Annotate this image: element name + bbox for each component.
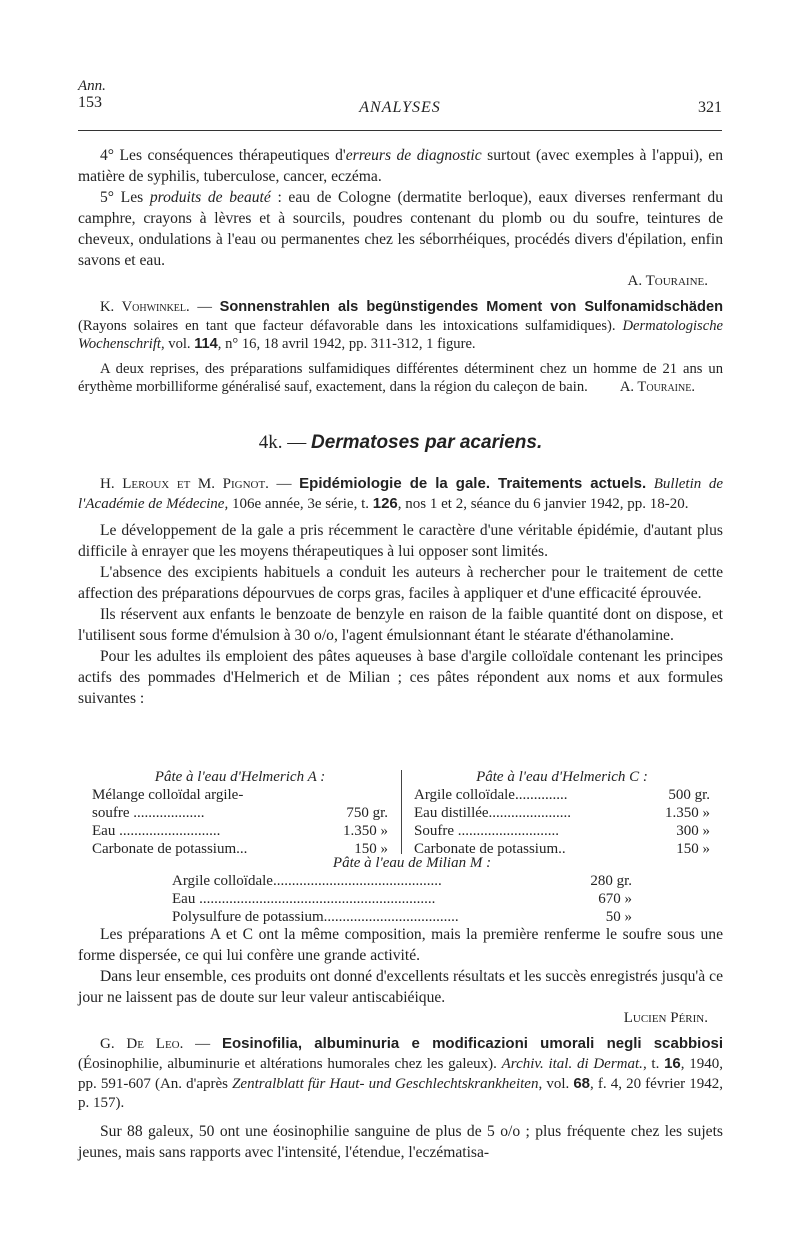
intro-paragraph-5: 5° Les produits de beauté : eau de Cologne (dermatite berloque), eaux diverses renfermant du camphre, crayons à lèvres et à sourcils, poudres contenant du plomb ou du soufre, teintures de cheveux, ondulations à l'eau ou permanentes chez les séborrhéiques, procédés divers d'épilation, enfin savons et eau. — [78, 189, 723, 269]
recipe-title: Pâte à l'eau d'Helmerich A : — [154, 769, 326, 785]
abstract-citation: G. De Leo. — Eosinofilia, albuminuria e modificazioni umorali negli scabbiosi (Éosinophilie, albuminurie et altérations humorales chez les galeux). Archiv. ital. di Dermat., t. 16, 1940, pp. 591-607 (An. d'après Zentralblatt für Haut- und Geschlechtskrankheiten, vol. 68, f. 4, 20 février 1942, p. 157). — [78, 1035, 724, 1111]
paragraph: Dans leur ensemble, ces produits ont donné d'excellents résultats et les succès enregistrés jusqu'à ce jour ne laissent pas de doute sur leur valeur antiscabiéique. — [78, 968, 723, 1006]
recipe-row: soufre ................... 750 gr. — [92, 805, 388, 821]
running-header-title: ANALYSES — [359, 99, 441, 116]
paragraph: Pour les adultes ils emploient des pâtes aqueuses à base d'argile colloïdale contenant les principes actifs des pommades d'Helmerich et de Milian ; ces pâtes répondent aux noms et aux formules suivantes : — [78, 648, 723, 707]
recipe-milian-m — [172, 854, 632, 926]
paragraph: Les préparations A et C ont la même composition, mais la première renferme le soufre sous une forme dispersée, ce qui lui confère une grande activité. — [78, 926, 723, 964]
abstract-body: A deux reprises, des préparations sulfamidiques différentes déterminent chez un homme de 21 ans un érythème morbilliforme généralisé sauf, exactement, dans la région du caleçon de bain. A. Touraine. — [78, 360, 723, 395]
section-heading: 4k. — Dermatoses par acariens. — [258, 432, 543, 453]
recipe-row: Mélange colloïdal argile- — [92, 787, 244, 803]
recipe-row: Eau ........................... 1.350 » — [92, 823, 388, 839]
recipe-row: Polysulfure de potassium.................................... 50 » — [172, 909, 632, 925]
paragraph: Sur 88 galeux, 50 ont une éosinophilie sanguine de plus de 5 o/o ; plus fréquente chez les sujets jeunes, mais sans rapports avec l'intensité, l'étendue, l'eczématisa- — [78, 1123, 723, 1161]
page-number: 321 — [698, 99, 722, 116]
intro-paragraph-4: 4° Les conséquences thérapeutiques d'erreurs de diagnostic surtout (avec exemples à l'appui), en matière de syphilis, tuberculose, cancer, eczéma. — [78, 147, 723, 185]
signature-touraine-1: A. Touraine. — [627, 273, 708, 289]
recipe-row: Argile colloïdale.............. 500 gr. — [414, 787, 710, 803]
running-header-volume: 153 — [78, 94, 102, 111]
paragraph: Le développement de la gale a pris récemment le caractère d'une véritable épidémie, d'autant plus difficile à enrayer que les moyens thérapeutiques à lui opposer sont limités. — [78, 522, 723, 560]
recipe-helmerich-a — [92, 768, 388, 858]
intro-block — [78, 145, 723, 292]
recipe-divider — [401, 770, 402, 854]
signature-perin: Lucien Périn. — [623, 1010, 708, 1026]
recipe-row: Carbonate de potassium.. 150 » — [414, 841, 710, 857]
paragraph: Ils réservent aux enfants le benzoate de benzyle en raison de la faible quantité dont on dispose, et l'utilisent sous forme d'émulsion à 30 o/o, l'agent émulsionnant étant le stéarate d'éthanolamine. — [78, 606, 723, 644]
signature-touraine-2: A. Touraine. — [619, 379, 695, 395]
abstract-vohwinkel — [78, 298, 723, 397]
recipe-row: Eau distillée...................... 1.350 » — [414, 805, 710, 821]
abstract-citation: K. Vohwinkel. — Sonnenstrahlen als begünstigendes Moment von Sulfonamidschäden (Rayons solaires en tant que facteur défavorable dans les intoxications sulfamidiques). Dermatologische Wochenschrift, vol. 114, n° 16, 18 avril 1942, pp. 311-312, 1 figure. — [78, 299, 723, 352]
paragraph: L'absence des excipients habituels a conduit les auteurs à rechercher pour le traitement de cette affection des préparations dépourvues de corps gras, faciles à appliquer et d'une efficacité éprouvée. — [78, 564, 723, 602]
abstract-leroux — [78, 474, 723, 709]
recipe-row: Eau ............................................................... 670 » — [172, 891, 632, 907]
header-rule — [78, 130, 722, 131]
abstract-citation: H. Leroux et M. Pignot. — Epidémiologie de la gale. Traitements actuels. Bulletin de l'Académie de Médecine, 106e année, 3e série, t. 126, nos 1 et 2, séance du 6 janvier 1942, pp. 18-20. — [78, 475, 724, 512]
recipe-row: Argile colloïdale............................................. 280 gr. — [172, 873, 632, 889]
recipe-title: Pâte à l'eau de Milian M : — [332, 855, 492, 871]
abstract-leroux-conclusion — [78, 924, 723, 1029]
recipe-helmerich-c — [414, 768, 710, 858]
running-header-ann: Ann. — [78, 78, 106, 94]
recipe-title: Pâte à l'eau d'Helmerich C : — [476, 769, 648, 785]
recipe-row: Carbonate de potassium... 150 » — [92, 841, 388, 857]
recipe-row: Soufre ........................... 300 » — [414, 823, 710, 839]
abstract-de-leo — [78, 1034, 723, 1163]
